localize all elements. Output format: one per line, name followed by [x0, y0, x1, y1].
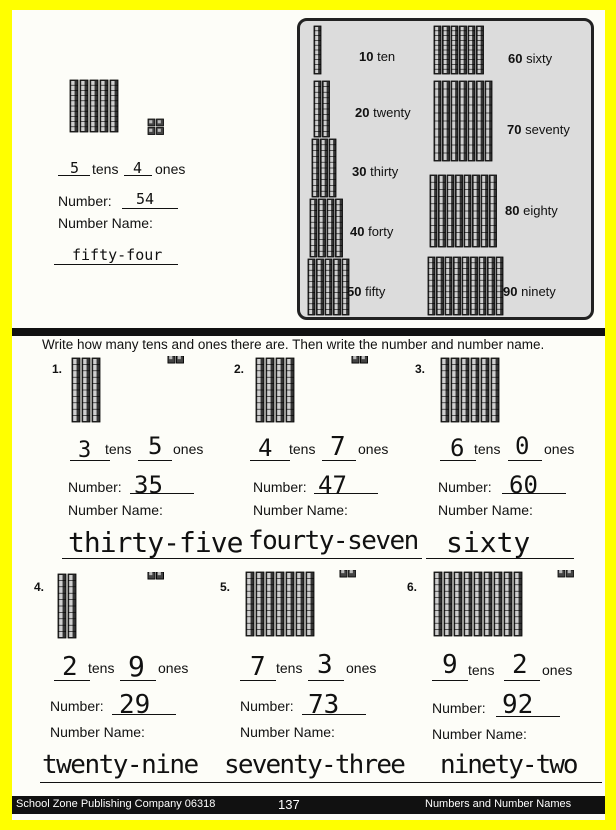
ten-rod — [454, 257, 461, 315]
chart-entry-20: 20 twenty — [355, 105, 411, 120]
number-line — [502, 493, 566, 494]
name-line — [426, 558, 574, 559]
ones-line — [508, 460, 542, 461]
instructions: Write how many tens and ones there are. Then write the number and number name. — [42, 337, 545, 352]
ten-rod — [306, 572, 314, 636]
ten-rod — [434, 81, 441, 161]
ten-rod — [445, 257, 452, 315]
tens-label: tens — [276, 660, 303, 676]
worksheet-page — [12, 10, 605, 820]
ten-rod — [471, 358, 479, 422]
example-number-line — [122, 208, 178, 209]
ten-rod — [443, 81, 450, 161]
problem-number: 3. — [415, 362, 426, 376]
ones-value: 3 — [317, 650, 333, 680]
ones-value: 7 — [330, 432, 346, 462]
example-tens-value: 5 — [70, 159, 80, 177]
ten-rod — [462, 257, 469, 315]
tens-value: 3 — [78, 438, 92, 463]
ten-rod — [430, 175, 437, 247]
footer-title: Numbers and Number Names — [425, 798, 572, 810]
ten-rod — [266, 358, 274, 422]
footer-page-number: 137 — [278, 797, 300, 812]
ten-rod — [477, 26, 484, 74]
ten-rod — [317, 259, 324, 315]
ten-rod — [308, 259, 315, 315]
section-divider — [12, 328, 605, 336]
name-value: thirty-five — [68, 526, 243, 559]
tens-value: 6 — [450, 434, 465, 462]
ten-rod — [451, 81, 458, 161]
name-label: Number Name: — [432, 726, 527, 742]
ten-rod — [92, 358, 100, 422]
name-value: seventy-three — [224, 750, 405, 780]
ten-rod — [479, 257, 486, 315]
ten-rod — [110, 80, 118, 132]
ten-rod — [80, 80, 88, 132]
ten-rod — [314, 81, 321, 137]
problem-number: 6. — [407, 580, 418, 594]
ones-label: ones — [173, 441, 204, 457]
tens-line — [440, 460, 476, 461]
chart-entry-10: 10 ten — [359, 49, 396, 64]
ten-rod — [447, 175, 454, 247]
tens-label: tens — [474, 441, 501, 457]
ten-rod — [471, 257, 478, 315]
ten-rod — [319, 199, 326, 257]
ten-rod — [474, 572, 482, 636]
chart-entry-70: 70 seventy — [507, 122, 570, 137]
example-number-label: Number: — [58, 193, 112, 209]
chart-entry-80: 80 eighty — [505, 203, 558, 218]
ten-rod — [428, 257, 435, 315]
ten-rod — [464, 572, 472, 636]
name-label: Number Name: — [68, 502, 163, 518]
ten-rod — [296, 572, 304, 636]
ten-rod — [488, 257, 495, 315]
ten-rod — [504, 572, 512, 636]
example-tens-label: tens — [92, 161, 119, 177]
ones-value: 5 — [148, 432, 163, 460]
base-ten-blocks — [432, 570, 582, 640]
number-value: 29 — [119, 690, 151, 720]
ten-rod — [460, 26, 467, 74]
ten-rod — [456, 175, 463, 247]
base-ten-blocks — [244, 570, 364, 640]
ones-label: ones — [158, 660, 189, 676]
ten-rod — [477, 81, 484, 161]
ten-rod — [323, 81, 330, 137]
example-ones-line — [124, 175, 152, 176]
base-ten-blocks — [56, 572, 176, 642]
ones-value: 0 — [515, 432, 530, 460]
example-number-value: 54 — [136, 190, 155, 208]
example-tens-line — [58, 175, 90, 176]
ten-rod — [444, 572, 452, 636]
chart-entry-40: 40 forty — [350, 224, 394, 239]
ten-rod — [491, 358, 499, 422]
number-value: 92 — [502, 690, 534, 720]
ten-rod — [314, 26, 321, 74]
ten-rod — [82, 358, 90, 422]
ten-rod — [454, 572, 462, 636]
example-name-label: Number Name: — [58, 215, 153, 231]
example-ones-value: 4 — [133, 159, 143, 177]
tens-line — [240, 680, 276, 681]
tens-label: tens — [468, 662, 495, 678]
name-value: fourty-seven — [248, 526, 418, 556]
ten-rod — [473, 175, 480, 247]
ten-rod — [464, 175, 471, 247]
ten-rod — [434, 26, 441, 74]
ones-label: ones — [542, 662, 573, 678]
ten-rod — [496, 257, 503, 315]
ten-rod — [256, 572, 264, 636]
problem-number: 4. — [34, 580, 45, 594]
ten-rod — [286, 572, 294, 636]
name-label: Number Name: — [50, 724, 145, 740]
name-line — [438, 782, 602, 783]
ten-rod — [468, 81, 475, 161]
ten-rod — [434, 572, 442, 636]
problem-number: 1. — [52, 362, 63, 376]
ones-line — [120, 680, 156, 681]
number-label: Number: — [432, 700, 486, 716]
tens-line — [70, 460, 110, 461]
ones-value: 9 — [128, 650, 145, 683]
number-value: 47 — [318, 471, 347, 499]
ten-rod — [329, 139, 336, 197]
tens-label: tens — [105, 441, 132, 457]
ten-rod — [514, 572, 522, 636]
number-line — [496, 716, 560, 717]
ten-rod — [276, 572, 284, 636]
ones-line — [504, 680, 540, 681]
ten-rod — [460, 81, 467, 161]
tens-value: 2 — [62, 652, 78, 682]
name-value: ninety-two — [440, 750, 577, 780]
ten-rod — [437, 257, 444, 315]
page-footer — [12, 796, 605, 814]
number-label: Number: — [240, 698, 294, 714]
base-ten-blocks — [70, 356, 190, 426]
example-name-value: fifty-four — [72, 246, 163, 264]
name-line — [62, 558, 252, 559]
ten-rod — [451, 358, 459, 422]
ten-rod — [321, 139, 328, 197]
ten-rod — [246, 572, 254, 636]
ten-rod — [68, 574, 76, 638]
number-label: Number: — [50, 698, 104, 714]
number-line — [130, 493, 194, 494]
number-value: 73 — [308, 690, 340, 720]
number-label: Number: — [253, 479, 307, 495]
chart-entry-60: 60 sixty — [508, 51, 553, 66]
ones-line — [138, 460, 172, 461]
number-value: 35 — [134, 471, 163, 499]
tens-value: 4 — [258, 434, 273, 462]
name-value: twenty-nine — [42, 750, 198, 780]
example-ones-label: ones — [155, 161, 186, 177]
ten-rod — [481, 175, 488, 247]
ten-rod — [276, 358, 284, 422]
tens-line — [250, 460, 290, 461]
name-label: Number Name: — [253, 502, 348, 518]
ones-line — [322, 460, 356, 461]
number-value: 60 — [509, 471, 538, 499]
footer-publisher: School Zone Publishing Company 06318 — [16, 798, 216, 810]
number-line — [314, 493, 378, 494]
tens-line — [54, 680, 90, 681]
ten-rod — [443, 26, 450, 74]
ten-rod — [286, 358, 294, 422]
ones-label: ones — [544, 441, 575, 457]
ten-rod — [485, 81, 492, 161]
tens-line — [432, 680, 468, 681]
name-line — [40, 782, 222, 783]
name-value: sixty — [446, 526, 531, 559]
ten-rod — [334, 259, 341, 315]
example-name-line — [54, 264, 178, 265]
ten-rod — [327, 199, 334, 257]
number-label: Number: — [438, 479, 492, 495]
ten-rod — [494, 572, 502, 636]
ten-rod — [441, 358, 449, 422]
ten-rod — [310, 199, 317, 257]
chart-entry-50: 50 fifty — [347, 284, 386, 299]
name-label: Number Name: — [240, 724, 335, 740]
base-ten-blocks — [439, 356, 559, 426]
ten-rod — [72, 358, 80, 422]
ones-label: ones — [358, 441, 389, 457]
ones-value: 2 — [512, 650, 528, 680]
ten-rod — [325, 259, 332, 315]
number-line — [112, 714, 176, 715]
place-value-chart — [297, 18, 594, 320]
base-ten-blocks — [254, 356, 374, 426]
ten-rod — [490, 175, 497, 247]
ten-rod — [70, 80, 78, 132]
ten-rod — [312, 139, 319, 197]
tens-value: 9 — [442, 650, 458, 680]
ten-rod — [100, 80, 108, 132]
ten-rod — [58, 574, 66, 638]
tens-label: tens — [88, 660, 115, 676]
chart-entry-30: 30 thirty — [352, 164, 399, 179]
ones-line — [308, 680, 344, 681]
ten-rod — [336, 199, 343, 257]
ten-rod — [256, 358, 264, 422]
name-line — [222, 782, 442, 783]
tens-value: 7 — [250, 652, 266, 682]
ten-rod — [451, 26, 458, 74]
ten-rod — [439, 175, 446, 247]
ten-rod — [266, 572, 274, 636]
tens-label: tens — [289, 441, 316, 457]
ten-rod — [484, 572, 492, 636]
problem-number: 2. — [234, 362, 245, 376]
ten-rod — [461, 358, 469, 422]
number-label: Number: — [68, 479, 122, 495]
number-line — [302, 714, 366, 715]
example-base-ten-blocks — [68, 78, 178, 138]
ten-rod — [90, 80, 98, 132]
name-label: Number Name: — [438, 502, 533, 518]
name-line — [246, 558, 422, 559]
ten-rod — [468, 26, 475, 74]
ten-rod — [481, 358, 489, 422]
ones-label: ones — [346, 660, 377, 676]
problem-number: 5. — [220, 580, 231, 594]
chart-entry-90: 90 ninety — [503, 284, 556, 299]
